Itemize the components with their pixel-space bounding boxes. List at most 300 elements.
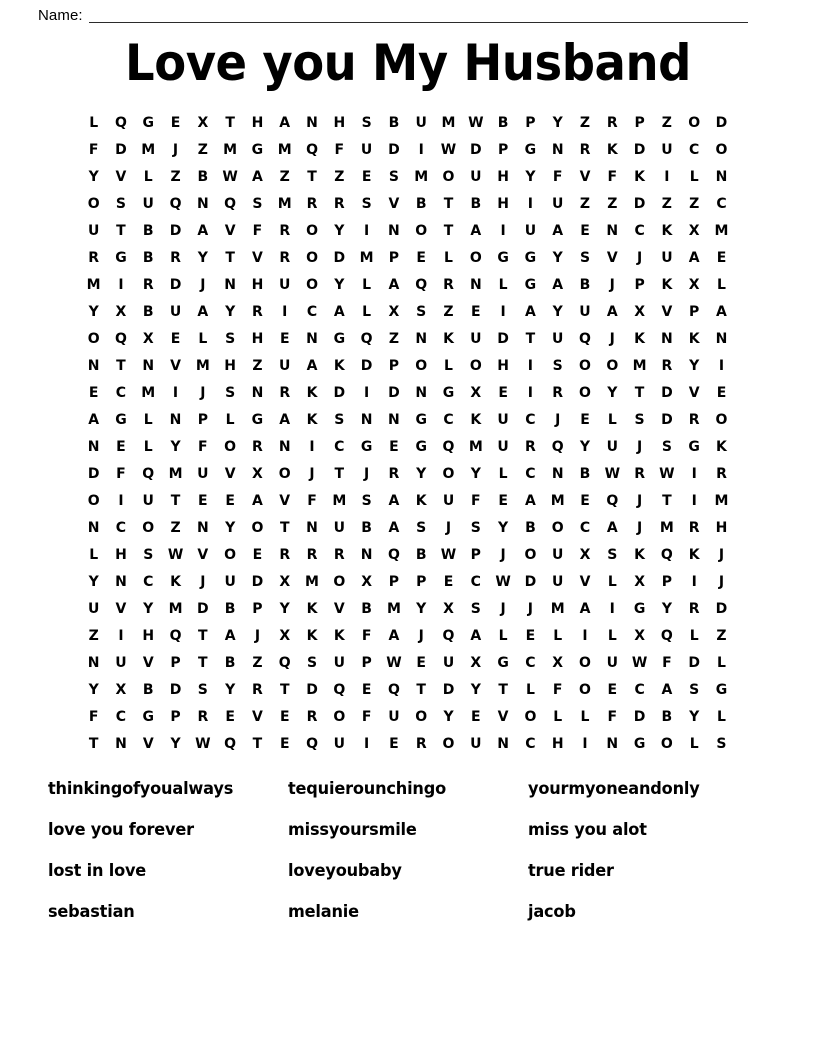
grid-cell[interactable]: I	[118, 493, 124, 509]
grid-cell[interactable]: I	[118, 628, 124, 644]
grid-cell[interactable]: M	[632, 358, 647, 374]
grid-cell[interactable]: H	[115, 547, 127, 563]
grid-cell[interactable]: O	[579, 358, 591, 374]
grid-cell[interactable]: C	[525, 412, 536, 428]
grid-cell[interactable]: L	[717, 709, 726, 725]
grid-cell[interactable]: H	[333, 115, 346, 131]
grid-cell[interactable]: U	[279, 277, 291, 293]
grid-cell[interactable]: E	[225, 709, 235, 725]
grid-cell[interactable]: Q	[169, 196, 182, 212]
grid-cell[interactable]: Y	[525, 169, 536, 185]
grid-cell[interactable]: F	[88, 709, 99, 725]
grid-cell[interactable]: E	[443, 574, 454, 590]
grid-cell[interactable]: Z	[197, 142, 208, 158]
grid-cell[interactable]: D	[469, 142, 482, 158]
grid-cell[interactable]: N	[388, 223, 400, 239]
grid-cell[interactable]: Q	[224, 736, 237, 752]
grid-cell[interactable]: Y	[334, 277, 345, 293]
grid-cell[interactable]: Y	[689, 709, 700, 725]
grid-cell[interactable]: L	[89, 547, 99, 563]
grid-cell[interactable]: A	[388, 277, 400, 293]
grid-cell[interactable]: R	[252, 439, 263, 455]
grid-cell[interactable]: U	[552, 331, 564, 347]
grid-cell[interactable]: X	[634, 628, 645, 644]
grid-cell[interactable]: B	[579, 277, 591, 293]
grid-cell[interactable]: Y	[443, 709, 454, 725]
grid-cell[interactable]: T	[116, 223, 126, 239]
grid-cell[interactable]: R	[279, 547, 291, 563]
word-list-item[interactable]: melanie	[288, 902, 359, 922]
grid-cell[interactable]: Y	[170, 736, 181, 752]
grid-cell[interactable]: K	[415, 493, 427, 509]
grid-cell[interactable]: U	[470, 736, 482, 752]
grid-cell[interactable]: V	[197, 547, 209, 563]
grid-cell[interactable]: E	[170, 331, 181, 347]
grid-cell[interactable]: Y	[470, 466, 481, 482]
grid-cell[interactable]: L	[607, 574, 617, 590]
grid-cell[interactable]: V	[497, 709, 509, 725]
grid-cell[interactable]: U	[87, 223, 100, 239]
grid-cell[interactable]: R	[306, 196, 318, 212]
grid-cell[interactable]: T	[88, 736, 99, 752]
grid-cell[interactable]: Q	[114, 331, 127, 347]
grid-cell[interactable]: U	[333, 736, 345, 752]
grid-cell[interactable]: E	[471, 709, 481, 725]
grid-cell[interactable]: O	[579, 385, 591, 401]
grid-cell[interactable]: E	[580, 223, 590, 239]
grid-cell[interactable]: M	[168, 466, 183, 482]
grid-cell[interactable]: D	[197, 601, 209, 617]
grid-cell[interactable]: K	[688, 331, 700, 347]
grid-cell[interactable]: Y	[225, 304, 236, 320]
grid-cell[interactable]: G	[497, 250, 509, 266]
grid-cell[interactable]: D	[715, 115, 728, 131]
grid-cell[interactable]: H	[551, 736, 564, 752]
grid-cell[interactable]: N	[196, 196, 209, 212]
grid-cell[interactable]: Q	[442, 439, 455, 455]
grid-cell[interactable]: K	[333, 358, 345, 374]
grid-cell[interactable]: O	[87, 331, 100, 347]
grid-cell[interactable]: I	[172, 385, 179, 401]
grid-cell[interactable]: J	[636, 520, 643, 536]
grid-cell[interactable]: D	[633, 196, 646, 212]
grid-cell[interactable]: X	[470, 385, 482, 401]
grid-cell[interactable]: N	[87, 520, 100, 536]
grid-cell[interactable]: T	[198, 628, 208, 644]
grid-cell[interactable]: L	[498, 277, 508, 293]
grid-cell[interactable]: F	[552, 169, 563, 185]
grid-cell[interactable]: B	[224, 601, 236, 617]
word-list-item[interactable]: missyoursmile	[288, 820, 417, 840]
grid-cell[interactable]: G	[633, 736, 646, 752]
grid-cell[interactable]: G	[442, 385, 455, 401]
grid-cell[interactable]: F	[361, 709, 372, 725]
grid-cell[interactable]: Z	[689, 196, 700, 212]
grid-cell[interactable]: N	[251, 385, 264, 401]
grid-cell[interactable]: V	[115, 169, 127, 185]
grid-cell[interactable]: X	[388, 304, 400, 320]
grid-cell[interactable]: V	[115, 601, 127, 617]
grid-cell[interactable]: X	[279, 574, 291, 590]
grid-cell[interactable]: I	[582, 628, 588, 644]
grid-cell[interactable]: N	[87, 655, 100, 671]
grid-cell[interactable]: R	[661, 358, 673, 374]
grid-cell[interactable]: Q	[660, 628, 673, 644]
grid-cell[interactable]: L	[689, 628, 699, 644]
grid-cell[interactable]: J	[445, 520, 452, 536]
grid-cell[interactable]: B	[142, 682, 154, 698]
grid-cell[interactable]: I	[527, 385, 533, 401]
grid-cell[interactable]: K	[661, 277, 673, 293]
grid-cell[interactable]: V	[224, 223, 236, 239]
name-blank-line[interactable]	[89, 22, 748, 23]
grid-cell[interactable]: Q	[442, 628, 455, 644]
grid-cell[interactable]: F	[471, 493, 481, 509]
grid-cell[interactable]: S	[661, 439, 672, 455]
grid-cell[interactable]: T	[498, 682, 508, 698]
grid-cell[interactable]: K	[170, 574, 181, 590]
grid-cell[interactable]: I	[691, 574, 697, 590]
grid-cell[interactable]: D	[169, 223, 182, 239]
grid-cell[interactable]: A	[197, 223, 209, 239]
grid-cell[interactable]: W	[440, 547, 457, 563]
grid-cell[interactable]: T	[116, 358, 126, 374]
grid-cell[interactable]: M	[714, 493, 729, 509]
grid-cell[interactable]: U	[442, 655, 455, 671]
grid-cell[interactable]: U	[579, 304, 591, 320]
grid-cell[interactable]: D	[333, 385, 346, 401]
grid-cell[interactable]: T	[634, 385, 645, 401]
grid-cell[interactable]: M	[550, 601, 565, 617]
grid-cell[interactable]: V	[661, 304, 673, 320]
grid-cell[interactable]: W	[604, 466, 621, 482]
grid-cell[interactable]: D	[306, 682, 318, 698]
grid-cell[interactable]: Y	[225, 520, 236, 536]
grid-cell[interactable]: B	[142, 304, 154, 320]
grid-cell[interactable]: C	[525, 736, 536, 752]
grid-cell[interactable]: E	[361, 682, 372, 698]
grid-cell[interactable]: J	[500, 547, 506, 563]
grid-cell[interactable]: X	[197, 115, 209, 131]
grid-cell[interactable]: H	[497, 169, 509, 185]
grid-cell[interactable]: B	[525, 520, 536, 536]
grid-cell[interactable]: V	[142, 736, 154, 752]
grid-cell[interactable]: S	[470, 601, 481, 617]
grid-cell[interactable]: E	[225, 493, 235, 509]
grid-cell[interactable]: P	[197, 412, 208, 428]
grid-cell[interactable]: V	[252, 250, 263, 266]
grid-cell[interactable]: G	[142, 709, 154, 725]
grid-cell[interactable]: D	[442, 682, 455, 698]
grid-cell[interactable]: P	[361, 655, 372, 671]
grid-cell[interactable]: Y	[661, 601, 672, 617]
grid-cell[interactable]: F	[662, 655, 672, 671]
grid-cell[interactable]: Y	[88, 574, 99, 590]
grid-cell[interactable]: B	[142, 250, 154, 266]
grid-cell[interactable]: G	[524, 142, 537, 158]
grid-cell[interactable]: Y	[416, 601, 427, 617]
grid-cell[interactable]: Q	[306, 142, 318, 158]
grid-cell[interactable]: E	[498, 385, 508, 401]
grid-cell[interactable]: V	[388, 196, 400, 212]
grid-cell[interactable]: T	[416, 682, 426, 698]
grid-cell[interactable]: U	[142, 493, 154, 509]
grid-cell[interactable]: A	[606, 304, 618, 320]
grid-cell[interactable]: U	[169, 304, 182, 320]
grid-cell[interactable]: V	[279, 493, 291, 509]
grid-cell[interactable]: U	[360, 142, 373, 158]
grid-cell[interactable]: U	[524, 223, 537, 239]
grid-cell[interactable]: N	[306, 331, 318, 347]
grid-cell[interactable]: C	[306, 304, 318, 320]
grid-cell[interactable]: T	[170, 493, 181, 509]
grid-cell[interactable]: X	[552, 655, 564, 671]
grid-cell[interactable]: Y	[607, 385, 618, 401]
grid-cell[interactable]: U	[279, 358, 291, 374]
grid-cell[interactable]: U	[661, 250, 673, 266]
grid-cell[interactable]: H	[497, 358, 509, 374]
grid-cell[interactable]: S	[689, 682, 700, 698]
grid-cell[interactable]: J	[718, 547, 725, 563]
grid-cell[interactable]: U	[606, 655, 618, 671]
grid-cell[interactable]: I	[118, 277, 124, 293]
grid-cell[interactable]: Q	[387, 547, 400, 563]
grid-cell[interactable]: T	[443, 196, 454, 212]
grid-cell[interactable]: R	[197, 709, 209, 725]
grid-cell[interactable]: K	[443, 331, 454, 347]
grid-cell[interactable]: C	[634, 223, 645, 239]
grid-cell[interactable]: I	[691, 466, 697, 482]
grid-cell[interactable]: O	[660, 736, 673, 752]
grid-cell[interactable]: T	[662, 493, 672, 509]
grid-cell[interactable]: G	[415, 412, 427, 428]
grid-cell[interactable]: J	[636, 493, 643, 509]
grid-cell[interactable]: L	[525, 682, 535, 698]
grid-cell[interactable]: T	[525, 331, 536, 347]
grid-cell[interactable]: G	[415, 439, 427, 455]
grid-cell[interactable]: F	[361, 628, 372, 644]
grid-cell[interactable]: J	[418, 628, 424, 644]
grid-cell[interactable]: I	[582, 736, 588, 752]
grid-cell[interactable]: O	[442, 169, 455, 185]
word-list-item[interactable]: tequierounchingo	[288, 779, 446, 799]
grid-cell[interactable]: D	[388, 142, 400, 158]
grid-cell[interactable]: O	[442, 466, 455, 482]
grid-cell[interactable]: C	[689, 142, 700, 158]
grid-cell[interactable]: H	[142, 628, 155, 644]
grid-cell[interactable]: T	[279, 520, 290, 536]
grid-cell[interactable]: P	[661, 574, 673, 590]
grid-cell[interactable]: O	[87, 493, 100, 509]
grid-cell[interactable]: H	[251, 277, 264, 293]
grid-cell[interactable]: A	[470, 628, 482, 644]
grid-cell[interactable]: K	[634, 331, 646, 347]
grid-cell[interactable]: K	[634, 547, 646, 563]
grid-cell[interactable]: N	[278, 439, 291, 455]
grid-cell[interactable]: J	[555, 412, 561, 428]
grid-cell[interactable]: N	[87, 358, 100, 374]
grid-cell[interactable]: U	[606, 439, 618, 455]
grid-cell[interactable]: M	[714, 223, 729, 239]
grid-cell[interactable]: I	[364, 223, 370, 239]
grid-cell[interactable]: Q	[333, 682, 346, 698]
grid-cell[interactable]: O	[469, 358, 482, 374]
grid-cell[interactable]: D	[333, 250, 346, 266]
grid-cell[interactable]: Q	[278, 655, 291, 671]
grid-cell[interactable]: N	[306, 115, 318, 131]
grid-cell[interactable]: P	[416, 574, 427, 590]
grid-cell[interactable]: C	[716, 196, 727, 212]
grid-cell[interactable]: R	[306, 547, 318, 563]
grid-cell[interactable]: L	[143, 169, 153, 185]
grid-cell[interactable]: Y	[552, 250, 563, 266]
grid-cell[interactable]: O	[415, 223, 428, 239]
grid-cell[interactable]: E	[580, 412, 590, 428]
grid-cell[interactable]: C	[115, 385, 127, 401]
grid-cell[interactable]: W	[495, 574, 511, 590]
grid-cell[interactable]: G	[688, 439, 700, 455]
grid-cell[interactable]: R	[252, 304, 263, 320]
grid-cell[interactable]: E	[116, 439, 126, 455]
grid-cell[interactable]: S	[388, 169, 399, 185]
grid-cell[interactable]: J	[636, 250, 643, 266]
grid-cell[interactable]: I	[527, 358, 533, 374]
grid-cell[interactable]: E	[170, 115, 181, 131]
grid-cell[interactable]: B	[361, 520, 372, 536]
grid-cell[interactable]: U	[388, 709, 400, 725]
grid-cell[interactable]: O	[442, 736, 455, 752]
grid-cell[interactable]: W	[222, 169, 238, 185]
grid-cell[interactable]: V	[252, 709, 263, 725]
grid-cell[interactable]: X	[688, 223, 700, 239]
grid-cell[interactable]: E	[607, 682, 618, 698]
grid-cell[interactable]: W	[659, 466, 675, 482]
grid-cell[interactable]: S	[143, 547, 154, 563]
grid-cell[interactable]: S	[225, 385, 236, 401]
grid-cell[interactable]: D	[633, 142, 646, 158]
grid-cell[interactable]: M	[550, 493, 565, 509]
grid-cell[interactable]: J	[609, 331, 615, 347]
grid-cell[interactable]: Q	[606, 493, 619, 509]
grid-cell[interactable]: O	[524, 709, 537, 725]
grid-cell[interactable]: A	[388, 493, 400, 509]
grid-cell[interactable]: K	[688, 547, 700, 563]
grid-cell[interactable]: U	[552, 574, 564, 590]
grid-cell[interactable]: N	[661, 331, 673, 347]
grid-cell[interactable]: Z	[279, 169, 290, 185]
grid-cell[interactable]: E	[389, 736, 399, 752]
grid-cell[interactable]: X	[688, 277, 700, 293]
grid-cell[interactable]: U	[197, 466, 209, 482]
grid-cell[interactable]: Y	[689, 358, 700, 374]
grid-cell[interactable]: R	[279, 223, 291, 239]
grid-cell[interactable]: C	[525, 655, 536, 671]
grid-cell[interactable]: C	[443, 412, 454, 428]
grid-cell[interactable]: R	[252, 682, 263, 698]
grid-cell[interactable]: B	[415, 547, 427, 563]
grid-cell[interactable]: U	[470, 331, 482, 347]
grid-cell[interactable]: W	[440, 142, 457, 158]
grid-cell[interactable]: A	[388, 628, 400, 644]
grid-cell[interactable]: C	[634, 682, 645, 698]
grid-cell[interactable]: F	[552, 682, 563, 698]
grid-cell[interactable]: L	[225, 412, 235, 428]
grid-cell[interactable]: R	[388, 466, 400, 482]
grid-cell[interactable]: S	[607, 547, 618, 563]
grid-cell[interactable]: Q	[224, 196, 237, 212]
grid-cell[interactable]: E	[198, 493, 208, 509]
grid-cell[interactable]: U	[661, 142, 673, 158]
grid-cell[interactable]: R	[716, 466, 727, 482]
grid-cell[interactable]: B	[497, 115, 509, 131]
grid-cell[interactable]: I	[664, 169, 670, 185]
grid-cell[interactable]: M	[141, 142, 156, 158]
grid-cell[interactable]: N	[415, 385, 428, 401]
grid-cell[interactable]: R	[552, 385, 564, 401]
grid-cell[interactable]: Z	[661, 196, 672, 212]
grid-cell[interactable]: Y	[143, 601, 154, 617]
grid-cell[interactable]: I	[309, 439, 315, 455]
grid-cell[interactable]: T	[443, 223, 454, 239]
grid-cell[interactable]: J	[172, 142, 179, 158]
grid-cell[interactable]: N	[115, 574, 127, 590]
grid-cell[interactable]: X	[443, 601, 454, 617]
grid-cell[interactable]: I	[500, 223, 506, 239]
grid-cell[interactable]: E	[279, 736, 290, 752]
grid-cell[interactable]: M	[659, 520, 674, 536]
grid-cell[interactable]: K	[306, 385, 318, 401]
grid-cell[interactable]: W	[468, 115, 484, 131]
grid-cell[interactable]: U	[415, 115, 427, 131]
grid-cell[interactable]: O	[715, 142, 728, 158]
grid-cell[interactable]: X	[634, 574, 645, 590]
grid-cell[interactable]: S	[306, 655, 318, 671]
grid-cell[interactable]: Y	[88, 304, 99, 320]
grid-cell[interactable]: D	[497, 331, 509, 347]
grid-cell[interactable]: R	[142, 277, 154, 293]
grid-cell[interactable]: J	[254, 628, 261, 644]
grid-cell[interactable]: R	[415, 736, 427, 752]
grid-cell[interactable]: L	[607, 412, 617, 428]
grid-cell[interactable]: Y	[225, 682, 236, 698]
grid-cell[interactable]: G	[497, 655, 509, 671]
word-list-item[interactable]: love you forever	[48, 820, 194, 840]
grid-cell[interactable]: M	[277, 142, 292, 158]
grid-cell[interactable]: G	[715, 682, 728, 698]
grid-cell[interactable]: N	[415, 331, 428, 347]
grid-cell[interactable]: O	[715, 412, 728, 428]
grid-cell[interactable]: B	[197, 169, 209, 185]
grid-cell[interactable]: G	[115, 412, 127, 428]
grid-cell[interactable]: O	[306, 250, 318, 266]
grid-cell[interactable]: A	[688, 250, 700, 266]
grid-cell[interactable]: J	[309, 466, 315, 482]
grid-cell[interactable]: D	[661, 412, 673, 428]
grid-cell[interactable]: O	[551, 520, 564, 536]
grid-cell[interactable]: G	[142, 115, 154, 131]
grid-cell[interactable]: I	[364, 736, 370, 752]
grid-cell[interactable]: F	[334, 142, 345, 158]
grid-cell[interactable]: P	[170, 709, 181, 725]
grid-cell[interactable]: L	[89, 115, 99, 131]
grid-cell[interactable]: S	[716, 736, 727, 752]
grid-cell[interactable]: E	[498, 493, 508, 509]
grid-cell[interactable]: B	[661, 709, 673, 725]
grid-cell[interactable]: C	[470, 574, 481, 590]
grid-cell[interactable]: O	[415, 358, 428, 374]
grid-cell[interactable]: F	[607, 709, 618, 725]
grid-cell[interactable]: L	[362, 277, 372, 293]
